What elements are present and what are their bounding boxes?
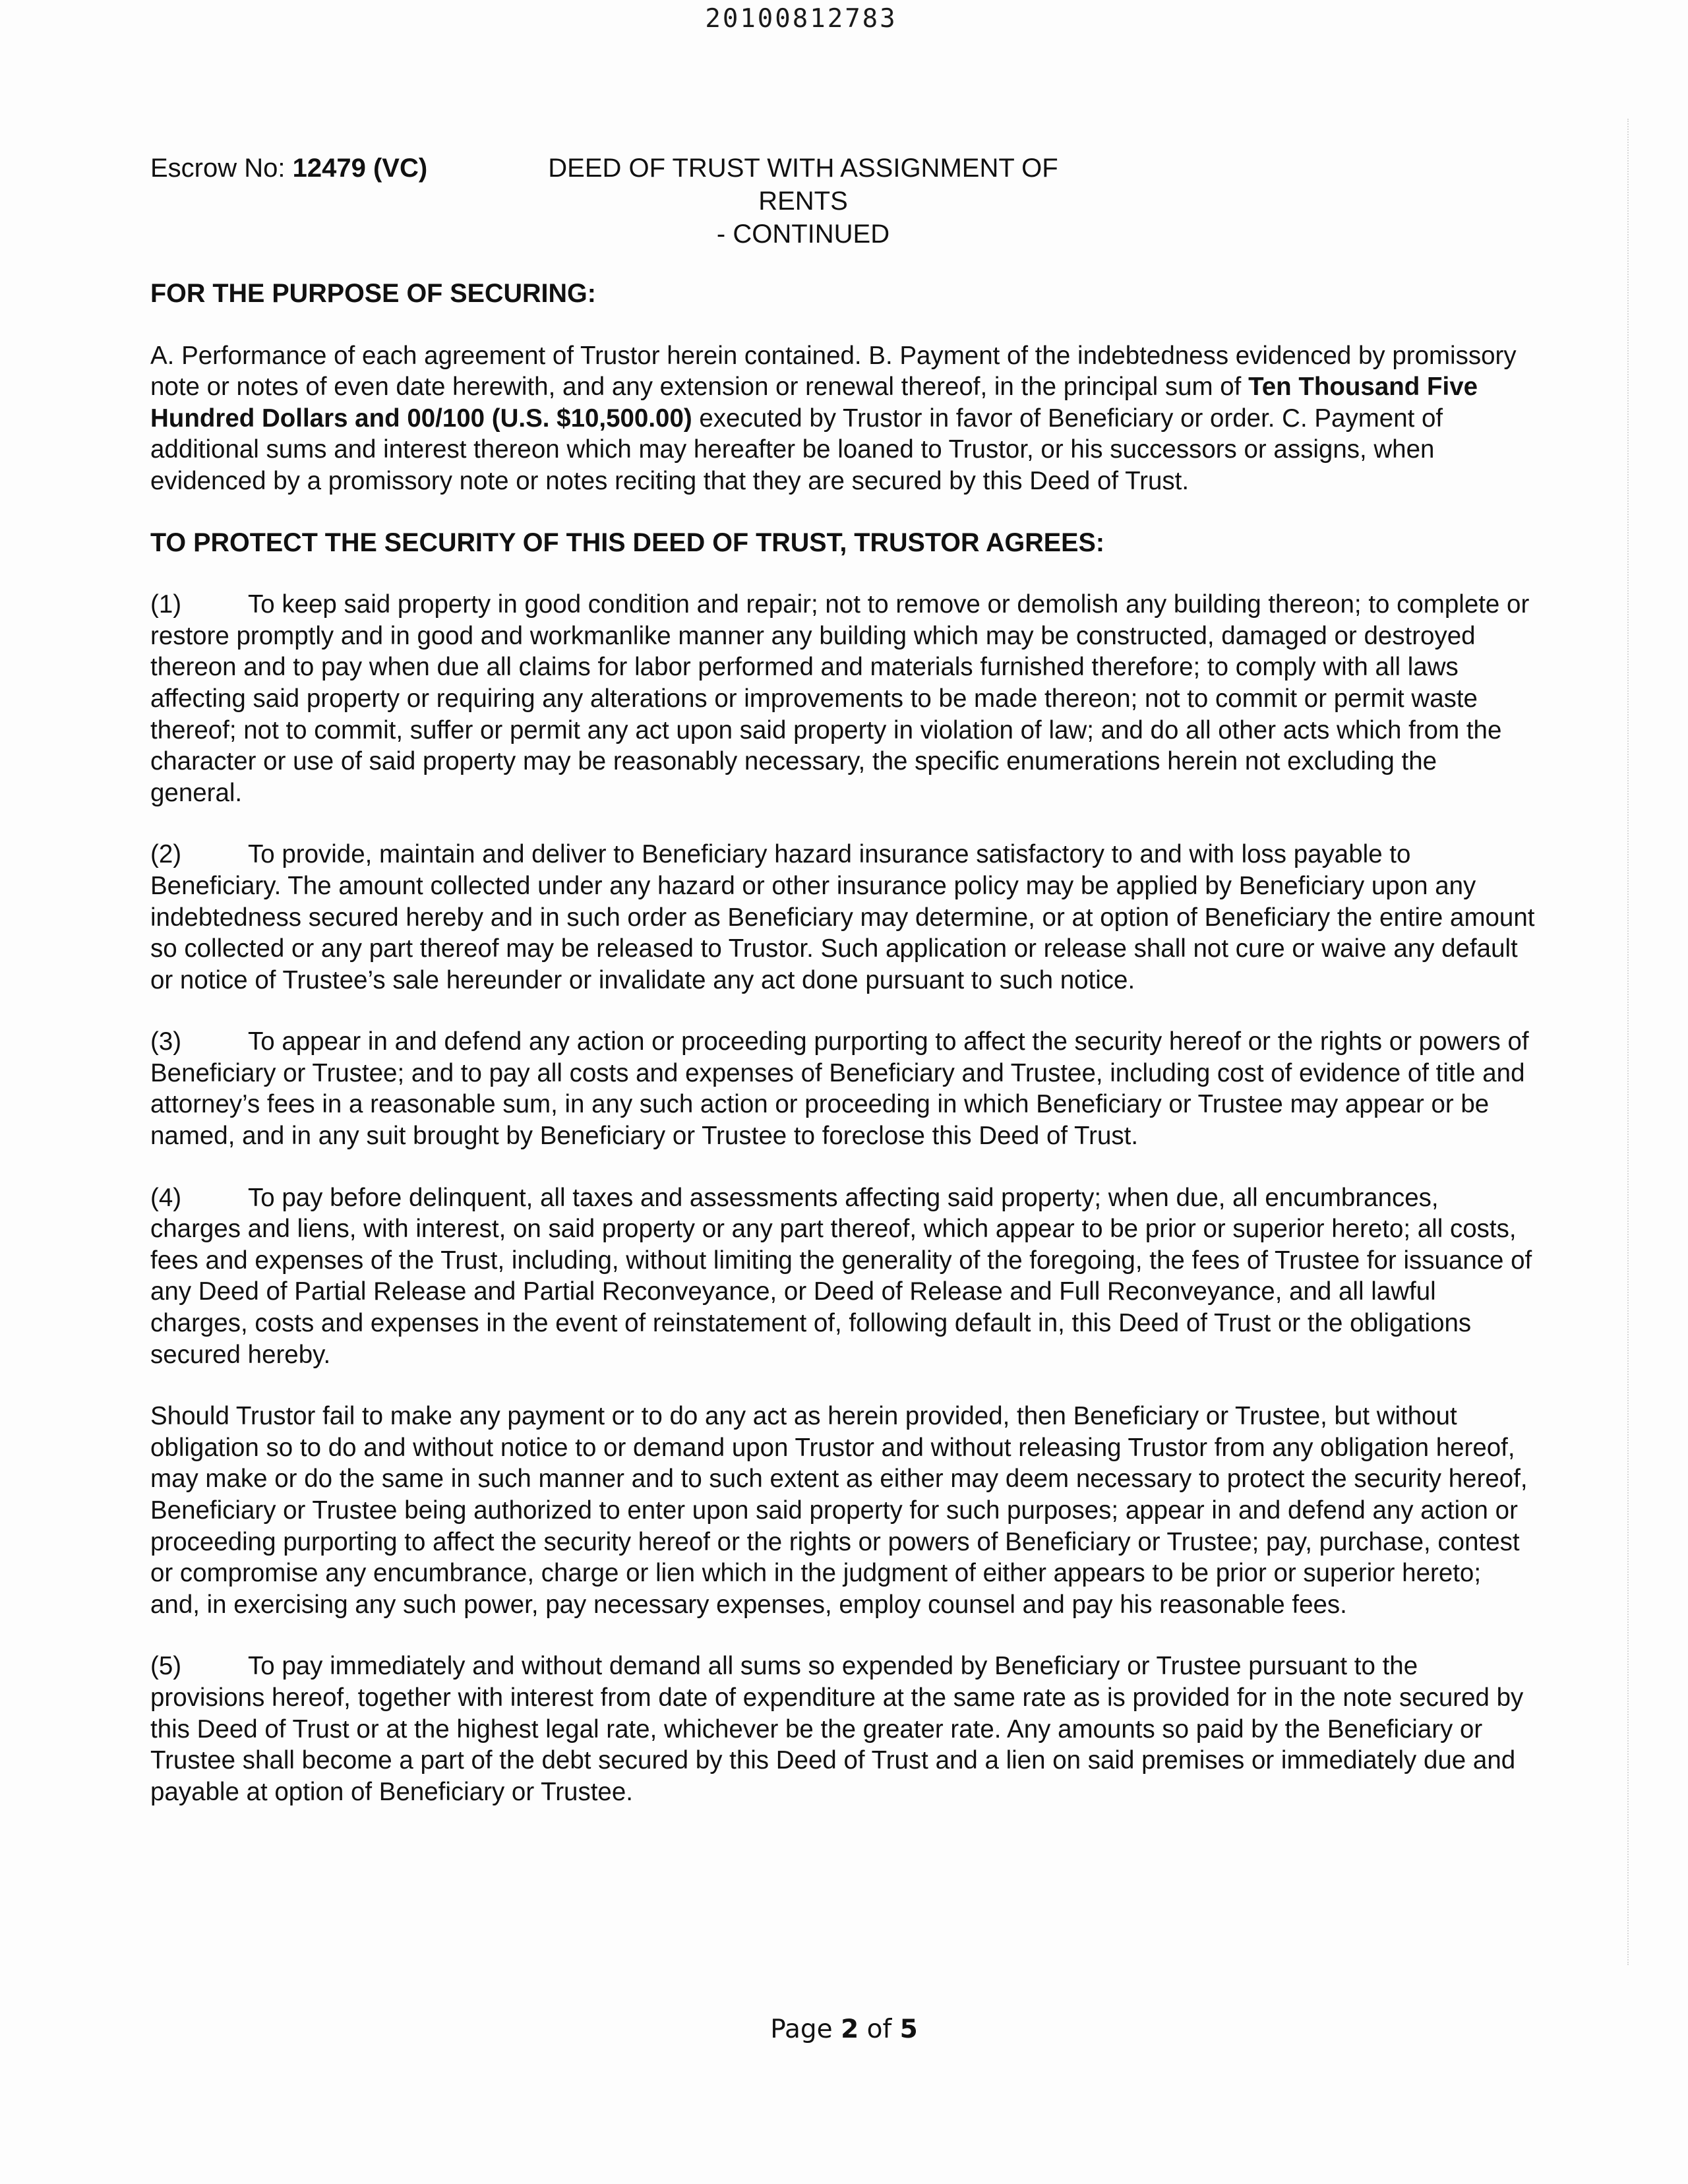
escrow-label: Escrow No:: [150, 154, 293, 183]
escrow-number: 12479 (VC): [292, 154, 428, 183]
clause-text: To provide, maintain and deliver to Beneficiary hazard insurance satisfactory to and with loss payable to Beneficiary. The amount collected under any hazard or other insurance policy may be applied by Beneficiary upon any indebtedness secured hereby and in such order as Beneficiary may determine, or at option of Beneficiary the entire amount so collected or any part thereof may be released to Trustor. Such application or release shall not cure or waive any default or notice of Trustee’s sale hereunder or invalidate any act done pursuant to such notice.: [150, 840, 1535, 994]
default-paragraph: Should Trustor fail to make any payment or to do any act as herein provided, then Beneficiary or Trustee, but without obligation so to do and without notice to or demand upon Trustor and without releasing Trustor from any obligation hereof, may make or do the same in such manner and to such extent as either may deem necessary to protect the security hereof, Beneficiary or Trustee being authorized to enter upon said property for such purposes; appear in and defend any action or proceeding purporting to affect the security hereof or the rights or powers of Beneficiary or Trustee; pay, purchase, contest or compromise any encumbrance, charge or lien which in the judgment of either appears to be prior or superior hereto; and, in exercising any such power, pay necessary expenses, employ counsel and pay his reasonable fees.: [150, 1402, 1528, 1619]
purpose-text-after: executed by Trustor in favor of Beneficiary or order. C. Payment of additional sums and interest thereon which may hereafter be loaned to Trustor, or his successors or assigns, when evidenced by a promissory note or notes reciting that they are secured by this Deed of Trust.: [150, 404, 1443, 495]
page-current: 2: [841, 2015, 859, 2044]
title-line-1: DEED OF TRUST WITH ASSIGNMENT OF RENTS: [548, 154, 1058, 216]
of-word: of: [859, 2015, 900, 2044]
clause-5: [150, 1651, 1535, 1807]
escrow-line: [150, 152, 427, 185]
clause-text: To pay immediately and without demand all sums so expended by Beneficiary or Trustee pursuant to the provisions hereof, together with interest from date of expenditure at the same rate as is provided for in the note secured by this Deed of Trust or at the highest legal rate, whichever be the greater rate. Any amounts so paid by the Beneficiary or Trustee shall become a part of the debt secured by this Deed of Trust and a lien on said premises or immediately due and payable at option of Beneficiary or Trustee.: [150, 1652, 1524, 1806]
clause-text: To pay before delinquent, all taxes and assessments affecting said property; when due, all encumbrances, charges and liens, with interest, on said property or any part thereof, which appear to be prior or superior hereto; all costs, fees and expenses of the Trust, including, without limiting the generality of the foregoing, the fees of Trustee for issuance of any Deed of Partial Release and Partial Reconveyance, or Deed of Release and Full Reconveyance, and all lawful charges, costs and expenses in the event of reinstatement of, following default in, this Deed of Trust or the obligations secured hereby.: [150, 1183, 1532, 1369]
purpose-text-before: A. Performance of each agreement of Trustor herein contained. B. Payment of the indebtedness evidenced by promissory note or notes of even date herewith, and any extension or renewal thereof, in the principal sum of: [150, 341, 1517, 402]
clause-text: To keep said property in good condition and repair; not to remove or demolish any building thereon; to complete or restore promptly and in good and workmanlike manner any building which may be constructed, damaged or destroyed thereon and to pay when due all claims for labor performed and materials furnished therefore; to comply with all laws affecting said property or requiring any alterations or improvements to be made thereon; not to commit or permit waste thereof; not to commit, suffer or permit any act upon said property in violation of law; and do all other acts which from the character or use of said property may be reasonably necessary, the specific enumerations herein not excluding the general.: [150, 590, 1530, 807]
document-body: [150, 278, 1535, 1838]
clause-number: (4): [150, 1183, 182, 1212]
document-title: [546, 152, 1060, 251]
recording-number: 20100812783: [705, 4, 897, 34]
page-word: Page: [770, 2015, 841, 2044]
clause-4: [150, 1182, 1535, 1371]
title-line-2: - CONTINUED: [716, 220, 890, 249]
principal-amount: Ten Thousand Five Hundred Dollars and 00/100 (U.S. $10,500.00): [150, 373, 1478, 433]
clause-number: (5): [150, 1652, 182, 1681]
clause-number: (2): [150, 840, 182, 869]
clause-1: [150, 589, 1535, 808]
protect-heading: TO PROTECT THE SECURITY OF THIS DEED OF TRUST, TRUSTOR AGREES:: [150, 528, 1104, 557]
scan-edge-marks: [1627, 119, 1631, 1965]
page-footer: [0, 2015, 1688, 2044]
clause-3: [150, 1026, 1535, 1151]
purpose-heading: FOR THE PURPOSE OF SECURING:: [150, 279, 596, 308]
clause-2: [150, 839, 1535, 996]
purpose-paragraph: [150, 340, 1535, 497]
page-total: 5: [899, 2015, 918, 2044]
clause-text: To appear in and defend any action or proceeding purporting to affect the security hereof or the rights or powers of Beneficiary or Trustee; and to pay all costs and expenses of Beneficiary and Trustee, including cost of evidence of title and attorney’s fees in a reasonable sum, in any such action or proceeding in which Beneficiary or Trustee may appear or be named, and in any suit brought by Beneficiary or Trustee to foreclose this Deed of Trust.: [150, 1027, 1529, 1151]
clause-number: (3): [150, 1027, 182, 1056]
clause-number: (1): [150, 590, 182, 619]
